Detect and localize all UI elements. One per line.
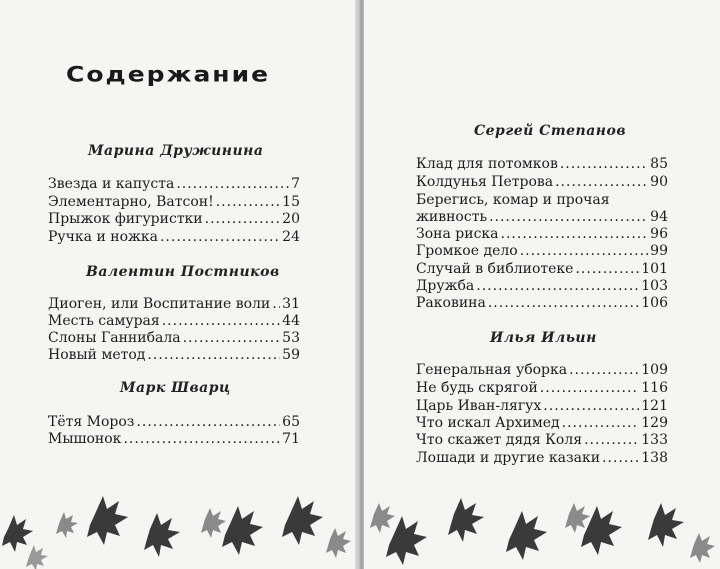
author-heading: Сергей Степанов	[474, 123, 627, 139]
toc-entry	[416, 209, 668, 225]
entry-title: Клад для потомков	[416, 156, 558, 172]
toc-entry	[48, 414, 300, 430]
toc-entry-line1	[416, 192, 668, 208]
toc-title: Содержание	[66, 62, 271, 87]
entry-page: 85	[650, 156, 668, 172]
toc-entry	[416, 415, 668, 431]
entry-page: 53	[282, 330, 300, 346]
toc-entry	[416, 261, 668, 277]
toc-entry	[416, 243, 668, 259]
author-heading: Илья Ильин	[490, 330, 597, 346]
entry-page: 106	[641, 295, 668, 311]
entry-page: 7	[291, 176, 300, 192]
entry-title: Звезда и капуста	[48, 176, 175, 192]
toc-entry	[416, 295, 668, 311]
entry-title: Прыжок фигуристки	[48, 211, 203, 227]
entry-title: Колдунья Петрова	[416, 174, 554, 190]
right-page	[364, 0, 720, 569]
entry-title: Случай в библиотеке	[416, 261, 574, 277]
entry-page: 31	[282, 296, 300, 312]
entry-title: Дружба	[416, 278, 475, 294]
entry-title: Царь Иван-лягух	[416, 398, 542, 414]
entry-title: Месть самурая	[48, 313, 160, 329]
entry-page: 103	[641, 278, 668, 294]
entry-page: 133	[641, 432, 668, 448]
entry-page: 90	[650, 174, 668, 190]
toc-entry	[416, 226, 668, 242]
toc-entry	[48, 194, 300, 210]
toc-entry	[416, 450, 668, 466]
entry-title: Что искал Архимед	[416, 415, 560, 431]
entry-title: Не будь скрягой	[416, 380, 538, 396]
author-heading: Валентин Постников	[86, 264, 280, 280]
toc-entry	[416, 380, 668, 396]
entry-title: Ручка и ножка	[48, 229, 158, 245]
toc-entry	[416, 278, 668, 294]
toc-entry	[48, 296, 300, 312]
entry-page: 44	[282, 313, 300, 329]
toc-entry	[416, 362, 668, 378]
entry-page: 24	[282, 229, 300, 245]
entry-page: 65	[282, 414, 300, 430]
entry-title: Зона риска	[416, 226, 499, 242]
entry-page: 138	[641, 450, 668, 466]
entry-title: Раковина	[416, 295, 486, 311]
toc-entry	[48, 330, 300, 346]
toc-entry	[416, 156, 668, 172]
maple-leaves-decoration	[364, 469, 720, 569]
entry-title: Диоген, или Воспитание воли	[48, 296, 271, 312]
toc-entry	[48, 313, 300, 329]
entry-page: 59	[282, 347, 300, 363]
entry-title: Новый метод	[48, 347, 146, 363]
entry-title: живность	[416, 209, 488, 225]
entry-page: 96	[650, 226, 668, 242]
entry-title: Берегись, комар и прочая	[416, 192, 610, 208]
entry-title: Лошади и другие казаки	[416, 450, 601, 466]
toc-entry	[48, 431, 300, 447]
author-heading: Марина Дружинина	[88, 143, 264, 159]
author-heading: Марк Шварц	[120, 380, 231, 396]
toc-entry	[48, 211, 300, 227]
entry-page: 121	[641, 398, 668, 414]
entry-title: Тётя Мороз	[48, 414, 135, 430]
left-page	[0, 0, 357, 569]
entry-page: 71	[282, 431, 300, 447]
entry-title: Громкое дело	[416, 243, 518, 259]
toc-entry	[48, 229, 300, 245]
toc-entry	[416, 398, 668, 414]
entry-title: Что скажет дядя Коля	[416, 432, 583, 448]
toc-entry	[48, 176, 300, 192]
entry-title: Элементарно, Ватсон!	[48, 194, 214, 210]
entry-title: Генеральная уборка	[416, 362, 568, 378]
entry-title: Слоны Ганнибала	[48, 330, 181, 346]
toc-entry	[416, 174, 668, 190]
entry-page: 116	[641, 380, 668, 396]
entry-page: 99	[650, 243, 668, 259]
toc-entry	[416, 432, 668, 448]
maple-leaves-decoration	[0, 469, 357, 569]
entry-page: 15	[282, 194, 300, 210]
entry-page: 94	[650, 209, 668, 225]
entry-title: Мышонок	[48, 431, 122, 447]
entry-page: 20	[282, 211, 300, 227]
entry-page: 129	[641, 415, 668, 431]
toc-entry	[48, 347, 300, 363]
entry-page: 109	[641, 362, 668, 378]
entry-page: 101	[641, 261, 668, 277]
